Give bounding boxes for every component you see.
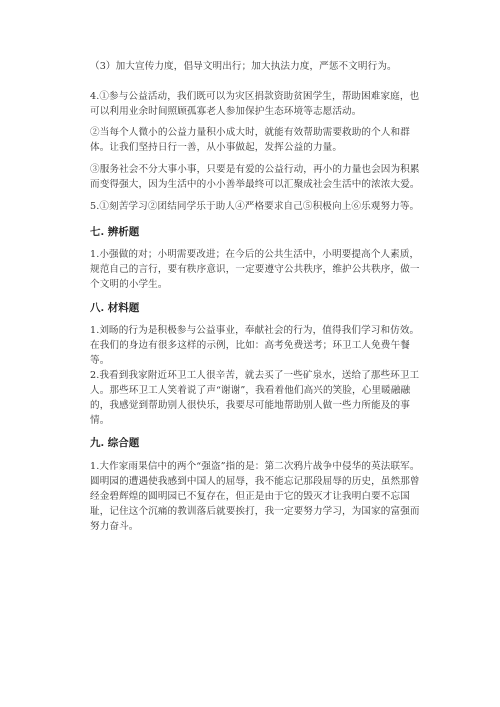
section-8-heading: 八. 材料题 — [90, 302, 140, 314]
section-8-item-1: 1.刘旸的行为是积极参与公益事业，奉献社会的行为，值得我们学习和仿效。在我们的身边有很多这样的示例，比如：高考免费送考；环卫工人免费午餐等。 — [90, 325, 420, 366]
section-7-answer: 1.小强做的对；小明需要改进；在今后的公共生活中，小明要提高个人素质，规范自己的言行，要有秩序意识，一定要遵守公共秩序，维护公共秩序，做一个文明的小学生。 — [90, 249, 420, 290]
answer-5-paragraph: 5.①刻苦学习②团结同学乐于助人④严格要求自己⑤积极向上⑥乐观努力等。 — [90, 201, 420, 212]
answer-4-1-paragraph: 4.①参与公益活动，我们既可以为灾区捐款资助贫困学生，帮助困难家庭，也可以利用业余时间照顾孤寡老人参加保护生态环境等志愿活动。 — [90, 91, 420, 117]
answer-4-3-paragraph: ③服务社会不分大事小事，只要是有爱的公益行动，再小的力量也会因为积累而变得强大，因为生活中的小小善举最终可以汇聚成社会生活中的浓浓大爱。 — [90, 164, 420, 190]
answer-3-paragraph: （3）加大宣传力度，倡导文明出行；加大执法力度，严惩不文明行为。 — [90, 61, 397, 72]
section-7-heading: 七. 辨析题 — [90, 226, 140, 238]
section-9-answer: 1.大作家雨果信中的两个“强盗”指的是：第二次鸦片战争中侵华的英法联军。圆明园的遭遇使我感到中国人的屈辱，我不能忘记那段屈辱的历史，虽然那曾经金碧辉煌的圆明园已不复存在，但正是由于它的毁灭才让我明白要不忘国耻，记住这个沉痛的教训落后就要挨打，我一定要努力学习，为国家的富强而努力奋斗。 — [90, 461, 420, 532]
section-8-item-2: 2.我看到我家附近环卫工人很辛苦，就去买了一些矿泉水，送给了那些环卫工人。那些环卫工人笑着说了声“谢谢”，我看着他们高兴的笑脸，心里暖融融的，我感觉到帮助别人很快乐，我要尽可能地帮助别人做一些力所能及的事情。 — [90, 370, 420, 426]
section-9-heading: 九. 综合题 — [90, 437, 140, 449]
answer-4-2-paragraph: ②当每个人微小的公益力量积小成大时，就能有效帮助需要救助的个人和群体。让我们坚持日行一善，从小事做起，发挥公益的力量。 — [90, 127, 410, 153]
